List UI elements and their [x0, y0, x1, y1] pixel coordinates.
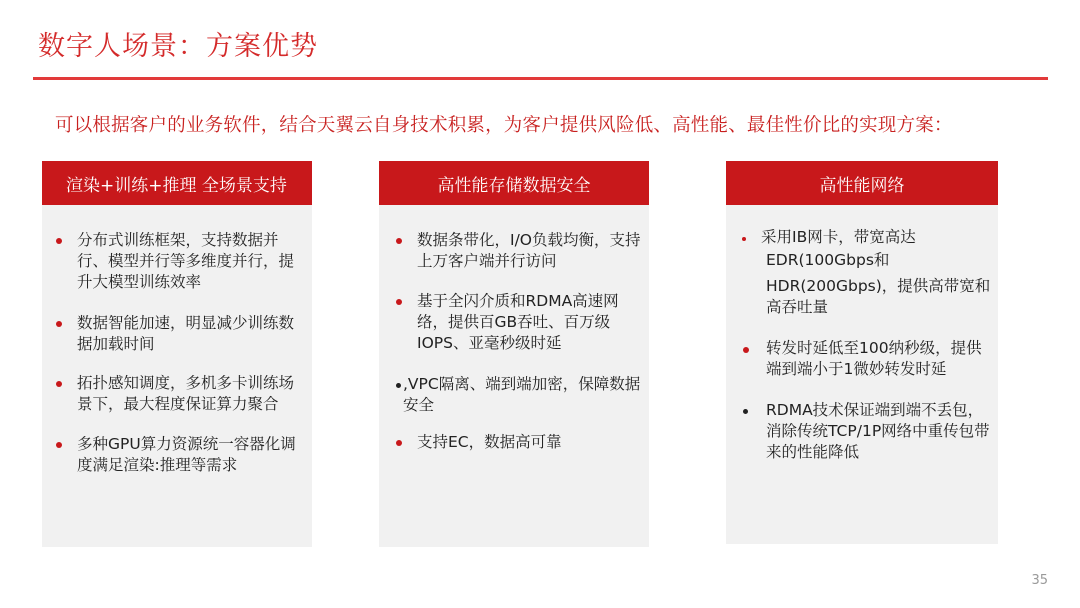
- card-header: 高性能存储数据安全: [379, 161, 649, 205]
- item-text: 支持EC，数据高可靠: [417, 433, 562, 451]
- item-text: RDMA技术保证端到端不丢包，消除传统TCP/1P网络中重传包带来的性能降低: [766, 401, 990, 461]
- bullet-icon: [396, 440, 402, 446]
- item-text: 采用IB网卡，带宽高达: [761, 228, 916, 246]
- bullet-icon: [56, 238, 62, 244]
- card-header: 高性能网络: [726, 161, 998, 205]
- card-full-scenario: [42, 161, 312, 547]
- card-header: 渲染+训练+推理 全场景支持: [42, 161, 312, 205]
- bullet-icon: [56, 381, 62, 387]
- slide-title: 数字人场景：方案优势: [38, 31, 318, 62]
- item-text: EDR(100Gbps和: [766, 251, 890, 269]
- item-text: 拓扑感知调度，多机多卡训练场景下，最大程度保证算力聚合: [77, 374, 295, 413]
- card-network: [726, 161, 998, 544]
- bullet-icon: [396, 383, 401, 388]
- bullet-icon: [56, 442, 62, 448]
- item-text: 转发时延低至100纳秒级，提供端到端小于1微妙转发时延: [766, 339, 982, 378]
- bullet-icon: [56, 321, 62, 327]
- item-text: 数据条带化，I/O负载均衡，支持上万客户端并行访问: [417, 231, 641, 270]
- title-divider: [33, 77, 1048, 80]
- item-text: 数据智能加速，明显减少训练数据加载时间: [77, 314, 295, 353]
- bullet-icon: [743, 409, 748, 414]
- item-text: HDR(200Gbps)，提供高带宽和高吞吐量: [766, 277, 991, 316]
- item-text: 基于全闪介质和RDMA高速网络，提供百GB吞吐、百万级IOPS、亚毫秒级时延: [417, 292, 619, 352]
- bullet-icon: [743, 347, 749, 353]
- bullet-icon: [396, 238, 402, 244]
- bullet-icon: [742, 237, 746, 241]
- bullet-icon: [396, 299, 402, 305]
- slide-subtitle: 可以根据客户的业务软件，结合天翼云自身技术积累，为客户提供风险低、高性能、最佳性价比的实现方案：: [55, 115, 953, 136]
- item-text: ,VPC隔离、端到端加密，保障数据安全: [403, 375, 641, 414]
- card-storage-security: [379, 161, 649, 547]
- item-text: 分布式训练框架，支持数据并行、模型并行等多维度并行，提升大模型训练效率: [77, 231, 295, 291]
- item-text: 多种GPU算力资源统一容器化调度满足渲染:推理等需求: [77, 435, 296, 474]
- page-number: 35: [1031, 573, 1048, 588]
